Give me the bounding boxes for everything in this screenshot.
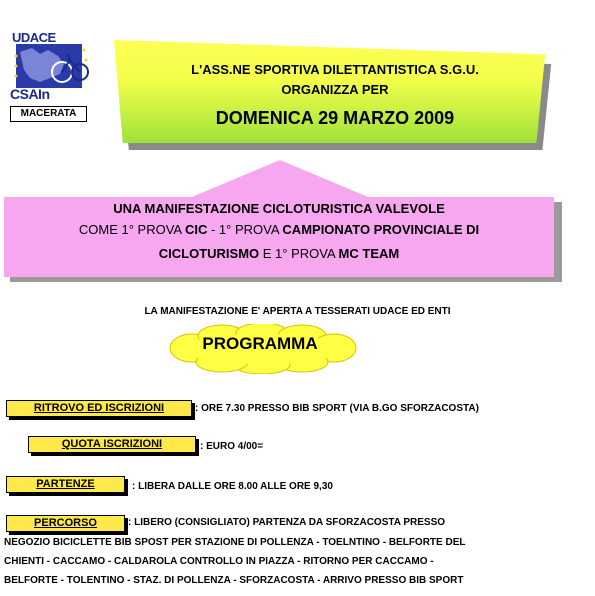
partenze-label: PARTENZE xyxy=(6,476,125,493)
programma-heading: PROGRAMMA xyxy=(202,334,318,353)
udace-csain-logo xyxy=(10,30,90,122)
percorso-info: : LIBERO (CONSIGLIATO) PARTENZA DA SFORZACOSTA PRESSO xyxy=(128,517,446,528)
route-line-3: BELFORTE - TOLENTINO - STAZ. DI POLLENZA - SFORZACOSTA - ARRIVO PRESSO BIB SPORT xyxy=(4,575,464,586)
route-line-2: CHIENTI - CACCAMO - CALDAROLA CONTROLLO IN PIAZZA - RITORNO PER CACCAMO - xyxy=(4,556,434,567)
ritrovo-info: : ORE 7.30 PRESSO BIB SPORT (VIA B.GO SFORZACOSTA) xyxy=(195,403,479,414)
organizer-subtitle: ORGANIZZA PER xyxy=(281,82,389,97)
percorso-label: PERCORSO xyxy=(6,515,125,532)
open-to-text: LA MANIFESTAZIONE E' APERTA A TESSERATI UDACE ED ENTI xyxy=(144,306,451,317)
quota-info: : EURO 4/00= xyxy=(200,441,264,452)
route-line-1: NEGOZIO BICICLETTE BIB SPOST PER STAZIONE DI POLLENZA - TOELNTINO - BELFORTE DEL xyxy=(4,537,466,548)
ritrovo-label: RITROVO ED ISCRIZIONI xyxy=(6,400,192,417)
logo-csain-text: CSAIn xyxy=(10,86,50,102)
up-arrow-icon xyxy=(180,160,380,202)
organizer-name: L'ASS.NE SPORTIVA DILETTANTISTICA S.G.U. xyxy=(191,62,479,77)
event-line-3: CICLOTURISMO E 1° PROVA MC TEAM xyxy=(158,246,400,261)
logo-udace-text: UDACE xyxy=(12,30,56,45)
quota-label: QUOTA ISCRIZIONI xyxy=(28,436,196,453)
partenze-info: : LIBERA DALLE ORE 8.00 ALLE ORE 9,30 xyxy=(132,481,333,492)
event-line-1: UNA MANIFESTAZIONE CICLOTURISTICA VALEVOLE xyxy=(113,201,445,216)
logo-city-label: MACERATA xyxy=(10,106,87,122)
event-date: DOMENICA 29 MARZO 2009 xyxy=(215,108,455,128)
event-line-2: COME 1° PROVA CIC - 1° PROVA CAMPIONATO PROVINCIALE DI xyxy=(78,222,480,237)
